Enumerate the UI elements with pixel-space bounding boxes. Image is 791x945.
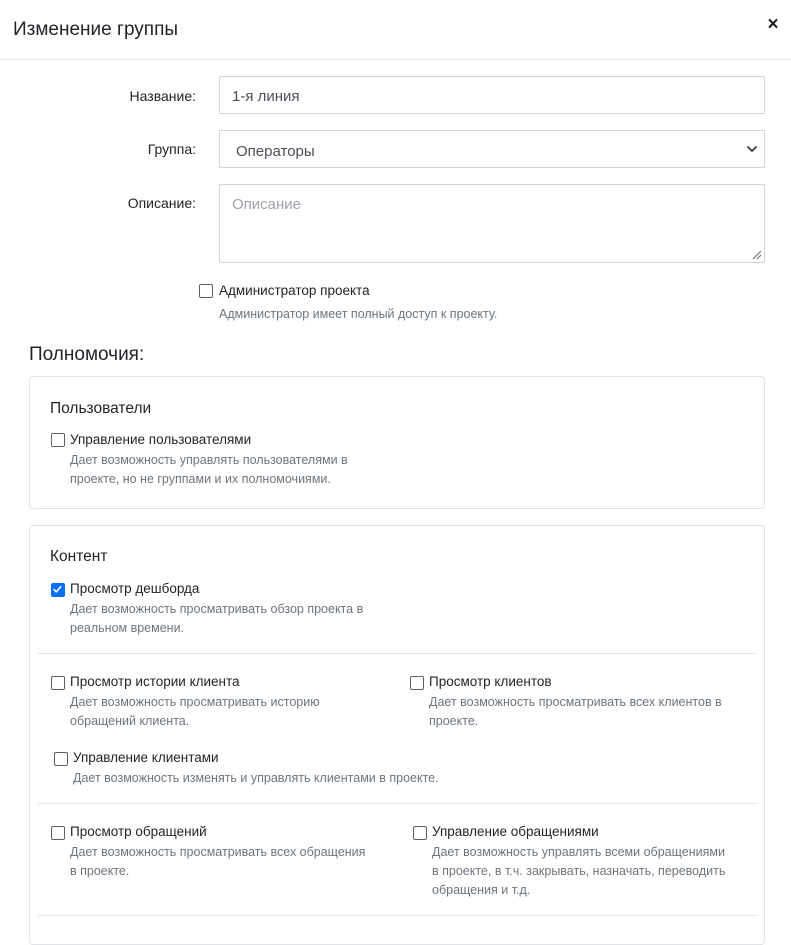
admin-label[interactable]: Администратор проекта xyxy=(219,283,370,298)
manage-appeals-checkbox[interactable] xyxy=(413,826,427,840)
manage-users-checkbox[interactable] xyxy=(51,433,65,447)
manage-clients-help: Дает возможность изменять и управлять клиентами в проекте. xyxy=(73,771,439,785)
manage-users-help: Дает возможность управлять пользователями в проекте, но не группами и их полномочиями. xyxy=(70,453,348,486)
view-dashboard-help: Дает возможность просматривать обзор проекта в реальном времени. xyxy=(70,602,364,635)
description-placeholder: Описание xyxy=(232,196,302,213)
resize-grip-icon[interactable] xyxy=(750,248,762,260)
description-textarea[interactable] xyxy=(219,184,765,263)
view-appeals-help: Дает возможность просматривать всех обращения в проекте. xyxy=(70,845,366,878)
name-input[interactable] xyxy=(219,76,765,114)
users-card xyxy=(29,376,765,509)
description-label: Описание: xyxy=(127,195,196,211)
content-card-title: Контент xyxy=(50,548,108,565)
modal-header xyxy=(0,0,791,60)
view-clients-checkbox[interactable] xyxy=(410,676,424,690)
manage-clients-checkbox[interactable] xyxy=(54,752,68,766)
view-clients-help: Дает возможность просматривать всех клиентов в проекте. xyxy=(429,695,722,728)
permissions-heading: Полномочия: xyxy=(29,344,145,365)
content-card xyxy=(29,525,765,945)
view-clients-label[interactable]: Просмотр клиентов xyxy=(429,674,552,689)
divider xyxy=(38,653,757,654)
chevron-down-icon xyxy=(746,143,758,155)
view-appeals-label[interactable]: Просмотр обращений xyxy=(70,824,207,839)
users-card-title: Пользователи xyxy=(50,400,152,417)
manage-clients-label[interactable]: Управление клиентами xyxy=(73,750,219,765)
view-client-history-checkbox[interactable] xyxy=(51,676,65,690)
checkmark-icon xyxy=(52,584,63,595)
group-select[interactable] xyxy=(219,130,765,168)
close-button[interactable]: × xyxy=(767,14,779,35)
name-input-value: 1-я линия xyxy=(232,88,300,105)
manage-appeals-label[interactable]: Управление обращениями xyxy=(432,824,599,839)
manage-appeals-help: Дает возможность управлять всеми обращениями в проекте, в т.ч. закрывать, назначать, переводить обращения и т.д. xyxy=(432,845,726,897)
view-client-history-label[interactable]: Просмотр истории клиента xyxy=(70,674,240,689)
divider xyxy=(38,803,757,804)
divider xyxy=(38,915,757,916)
name-label: Название: xyxy=(129,88,196,104)
view-dashboard-label[interactable]: Просмотр дешборда xyxy=(70,581,200,596)
group-select-value: Операторы xyxy=(236,143,315,160)
admin-help: Администратор имеет полный доступ к проекту. xyxy=(219,307,498,321)
view-client-history-help: Дает возможность просматривать историю обращений клиента. xyxy=(70,695,320,728)
admin-checkbox[interactable] xyxy=(199,284,213,298)
group-label: Группа: xyxy=(147,141,196,157)
view-appeals-checkbox[interactable] xyxy=(51,826,65,840)
view-dashboard-checkbox[interactable] xyxy=(51,583,65,597)
modal-title: Изменение группы xyxy=(13,19,179,40)
manage-users-label[interactable]: Управление пользователями xyxy=(70,432,252,447)
